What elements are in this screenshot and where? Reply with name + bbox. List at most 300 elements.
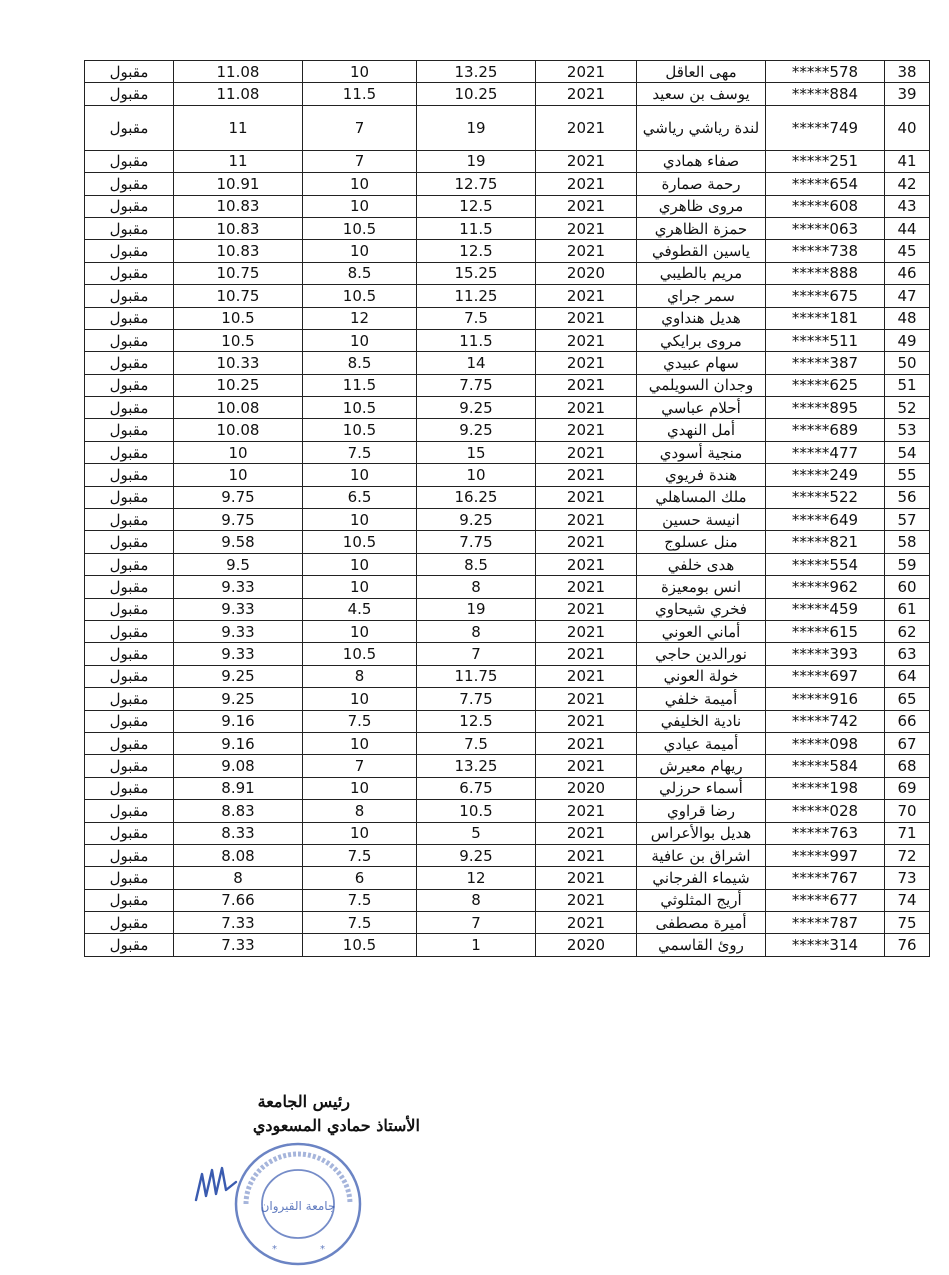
average-cell: 9.33 — [174, 620, 303, 642]
student-id-cell: *****997 — [766, 844, 885, 866]
table-row — [85, 755, 930, 777]
signature-name: الأستاذ حمادي المسعودي — [252, 1116, 420, 1135]
student-id-cell: *****251 — [766, 150, 885, 172]
score-1-cell: 9.25 — [417, 397, 536, 419]
table-row — [85, 598, 930, 620]
student-name-cell: خولة العوني — [637, 665, 766, 687]
average-cell: 9.16 — [174, 710, 303, 732]
year-cell: 2021 — [536, 620, 637, 642]
row-number-cell: 45 — [885, 240, 930, 262]
average-cell: 10.25 — [174, 374, 303, 396]
student-id-cell: *****615 — [766, 620, 885, 642]
score-1-cell: 15 — [417, 441, 536, 463]
student-id-cell: *****697 — [766, 665, 885, 687]
average-cell: 10.08 — [174, 397, 303, 419]
score-2-cell: 10 — [303, 61, 417, 83]
score-2-cell: 6 — [303, 867, 417, 889]
year-cell: 2021 — [536, 374, 637, 396]
year-cell: 2021 — [536, 441, 637, 463]
average-cell: 11 — [174, 150, 303, 172]
svg-text:*: * — [272, 1244, 277, 1255]
student-id-cell: *****249 — [766, 464, 885, 486]
average-cell: 9.25 — [174, 688, 303, 710]
student-id-cell: *****654 — [766, 173, 885, 195]
score-2-cell: 10.5 — [303, 285, 417, 307]
score-1-cell: 8 — [417, 576, 536, 598]
table-row — [85, 486, 930, 508]
average-cell: 11.08 — [174, 83, 303, 105]
student-id-cell: *****677 — [766, 889, 885, 911]
year-cell: 2020 — [536, 262, 637, 284]
signature-title: رئيس الجامعة — [257, 1092, 350, 1111]
status-cell: مقبول — [85, 912, 174, 934]
year-cell: 2021 — [536, 83, 637, 105]
table-row — [85, 732, 930, 754]
student-name-cell: اشراق بن عافية — [637, 844, 766, 866]
status-cell: مقبول — [85, 553, 174, 575]
table-row — [85, 688, 930, 710]
status-cell: مقبول — [85, 777, 174, 799]
average-cell: 9.5 — [174, 553, 303, 575]
year-cell: 2021 — [536, 688, 637, 710]
row-number-cell: 59 — [885, 553, 930, 575]
university-stamp — [232, 1140, 364, 1268]
student-id-cell: *****675 — [766, 285, 885, 307]
student-id-cell: *****895 — [766, 397, 885, 419]
student-id-cell: *****393 — [766, 643, 885, 665]
student-name-cell: منل عسلوج — [637, 531, 766, 553]
status-cell: مقبول — [85, 173, 174, 195]
row-number-cell: 47 — [885, 285, 930, 307]
row-number-cell: 64 — [885, 665, 930, 687]
score-1-cell: 14 — [417, 352, 536, 374]
student-id-cell: *****314 — [766, 934, 885, 956]
table-row — [85, 374, 930, 396]
score-2-cell: 11.5 — [303, 374, 417, 396]
average-cell: 10.5 — [174, 307, 303, 329]
score-1-cell: 7 — [417, 643, 536, 665]
score-1-cell: 9.25 — [417, 844, 536, 866]
student-name-cell: أميرة مصطفى — [637, 912, 766, 934]
year-cell: 2021 — [536, 912, 637, 934]
student-id-cell: *****787 — [766, 912, 885, 934]
average-cell: 11 — [174, 105, 303, 150]
average-cell: 9.33 — [174, 643, 303, 665]
average-cell: 10 — [174, 464, 303, 486]
row-number-cell: 65 — [885, 688, 930, 710]
student-name-cell: أسماء حرزلي — [637, 777, 766, 799]
student-name-cell: رحمة صمارة — [637, 173, 766, 195]
table-row — [85, 195, 930, 217]
student-name-cell: هدى خلفي — [637, 553, 766, 575]
student-name-cell: صفاء همادي — [637, 150, 766, 172]
average-cell: 10.83 — [174, 217, 303, 239]
row-number-cell: 73 — [885, 867, 930, 889]
table-row — [85, 441, 930, 463]
year-cell: 2021 — [536, 173, 637, 195]
student-id-cell: *****962 — [766, 576, 885, 598]
student-name-cell: ياسين القطوفي — [637, 240, 766, 262]
student-id-cell: *****738 — [766, 240, 885, 262]
average-cell: 10.83 — [174, 240, 303, 262]
score-2-cell: 7 — [303, 755, 417, 777]
student-id-cell: *****742 — [766, 710, 885, 732]
status-cell: مقبول — [85, 576, 174, 598]
year-cell: 2021 — [536, 307, 637, 329]
table-row — [85, 329, 930, 351]
year-cell: 2021 — [536, 61, 637, 83]
row-number-cell: 76 — [885, 934, 930, 956]
student-name-cell: ملك المساهلي — [637, 486, 766, 508]
year-cell: 2021 — [536, 150, 637, 172]
year-cell: 2021 — [536, 710, 637, 732]
table-row — [85, 889, 930, 911]
row-number-cell: 68 — [885, 755, 930, 777]
year-cell: 2021 — [536, 240, 637, 262]
score-1-cell: 11.25 — [417, 285, 536, 307]
year-cell: 2021 — [536, 464, 637, 486]
student-name-cell: أمل النهدي — [637, 419, 766, 441]
status-cell: مقبول — [85, 934, 174, 956]
table-row — [85, 217, 930, 239]
year-cell: 2020 — [536, 777, 637, 799]
student-id-cell: *****749 — [766, 105, 885, 150]
score-2-cell: 7.5 — [303, 889, 417, 911]
score-1-cell: 7.75 — [417, 531, 536, 553]
table-row — [85, 844, 930, 866]
row-number-cell: 63 — [885, 643, 930, 665]
score-2-cell: 8.5 — [303, 262, 417, 284]
score-1-cell: 13.25 — [417, 61, 536, 83]
year-cell: 2021 — [536, 822, 637, 844]
status-cell: مقبول — [85, 710, 174, 732]
table-row — [85, 61, 930, 83]
row-number-cell: 44 — [885, 217, 930, 239]
status-cell: مقبول — [85, 822, 174, 844]
status-cell: مقبول — [85, 867, 174, 889]
average-cell: 10.75 — [174, 262, 303, 284]
student-id-cell: *****608 — [766, 195, 885, 217]
status-cell: مقبول — [85, 688, 174, 710]
score-1-cell: 11.5 — [417, 217, 536, 239]
row-number-cell: 46 — [885, 262, 930, 284]
average-cell: 8.91 — [174, 777, 303, 799]
year-cell: 2021 — [536, 643, 637, 665]
table-row — [85, 800, 930, 822]
table-row — [85, 285, 930, 307]
student-name-cell: شيماء الفرجاني — [637, 867, 766, 889]
row-number-cell: 57 — [885, 509, 930, 531]
score-1-cell: 5 — [417, 822, 536, 844]
table-row — [85, 576, 930, 598]
score-2-cell: 10 — [303, 620, 417, 642]
score-1-cell: 19 — [417, 150, 536, 172]
year-cell: 2021 — [536, 329, 637, 351]
student-name-cell: منجية أسودي — [637, 441, 766, 463]
year-cell: 2021 — [536, 397, 637, 419]
status-cell: مقبول — [85, 889, 174, 911]
status-cell: مقبول — [85, 486, 174, 508]
student-name-cell: هديل هنداوي — [637, 307, 766, 329]
status-cell: مقبول — [85, 598, 174, 620]
average-cell: 8 — [174, 867, 303, 889]
status-cell: مقبول — [85, 531, 174, 553]
average-cell: 9.58 — [174, 531, 303, 553]
row-number-cell: 54 — [885, 441, 930, 463]
score-2-cell: 10.5 — [303, 397, 417, 419]
row-number-cell: 55 — [885, 464, 930, 486]
score-2-cell: 10.5 — [303, 531, 417, 553]
student-id-cell: *****763 — [766, 822, 885, 844]
status-cell: مقبول — [85, 755, 174, 777]
student-id-cell: *****098 — [766, 732, 885, 754]
student-id-cell: *****916 — [766, 688, 885, 710]
status-cell: مقبول — [85, 419, 174, 441]
status-cell: مقبول — [85, 307, 174, 329]
student-name-cell: روئ القاسمي — [637, 934, 766, 956]
score-2-cell: 7.5 — [303, 710, 417, 732]
status-cell: مقبول — [85, 195, 174, 217]
year-cell: 2021 — [536, 419, 637, 441]
status-cell: مقبول — [85, 150, 174, 172]
student-name-cell: أماني العوني — [637, 620, 766, 642]
average-cell: 9.25 — [174, 665, 303, 687]
score-2-cell: 10 — [303, 509, 417, 531]
table-row — [85, 150, 930, 172]
average-cell: 7.33 — [174, 912, 303, 934]
score-2-cell: 10.5 — [303, 643, 417, 665]
table-row — [85, 105, 930, 150]
row-number-cell: 71 — [885, 822, 930, 844]
row-number-cell: 53 — [885, 419, 930, 441]
status-cell: مقبول — [85, 61, 174, 83]
student-name-cell: نادية الخليفي — [637, 710, 766, 732]
average-cell: 11.08 — [174, 61, 303, 83]
year-cell: 2021 — [536, 285, 637, 307]
row-number-cell: 56 — [885, 486, 930, 508]
average-cell: 9.33 — [174, 576, 303, 598]
row-number-cell: 43 — [885, 195, 930, 217]
student-name-cell: مهى العاقل — [637, 61, 766, 83]
year-cell: 2021 — [536, 195, 637, 217]
table-row — [85, 553, 930, 575]
score-2-cell: 8.5 — [303, 352, 417, 374]
student-id-cell: *****511 — [766, 329, 885, 351]
status-cell: مقبول — [85, 732, 174, 754]
score-1-cell: 16.25 — [417, 486, 536, 508]
year-cell: 2021 — [536, 755, 637, 777]
student-id-cell: *****063 — [766, 217, 885, 239]
status-cell: مقبول — [85, 643, 174, 665]
average-cell: 10.08 — [174, 419, 303, 441]
table-row — [85, 822, 930, 844]
average-cell: 9.08 — [174, 755, 303, 777]
student-name-cell: أحلام عباسي — [637, 397, 766, 419]
student-name-cell: مروى ظاهري — [637, 195, 766, 217]
average-cell: 8.83 — [174, 800, 303, 822]
student-id-cell: *****181 — [766, 307, 885, 329]
student-name-cell: أميمة عيادي — [637, 732, 766, 754]
student-id-cell: *****884 — [766, 83, 885, 105]
year-cell: 2021 — [536, 486, 637, 508]
score-2-cell: 7 — [303, 105, 417, 150]
row-number-cell: 75 — [885, 912, 930, 934]
score-2-cell: 10 — [303, 688, 417, 710]
score-2-cell: 7.5 — [303, 912, 417, 934]
score-2-cell: 10.5 — [303, 217, 417, 239]
student-id-cell: *****689 — [766, 419, 885, 441]
score-2-cell: 8 — [303, 665, 417, 687]
row-number-cell: 41 — [885, 150, 930, 172]
score-1-cell: 11.5 — [417, 329, 536, 351]
student-name-cell: مريم بالطيبي — [637, 262, 766, 284]
student-id-cell: *****767 — [766, 867, 885, 889]
student-id-cell: *****198 — [766, 777, 885, 799]
average-cell: 9.33 — [174, 598, 303, 620]
score-2-cell: 10 — [303, 822, 417, 844]
score-2-cell: 10 — [303, 777, 417, 799]
row-number-cell: 50 — [885, 352, 930, 374]
score-2-cell: 10 — [303, 173, 417, 195]
score-1-cell: 12.5 — [417, 195, 536, 217]
table-row — [85, 867, 930, 889]
row-number-cell: 40 — [885, 105, 930, 150]
score-1-cell: 12.5 — [417, 240, 536, 262]
status-cell: مقبول — [85, 217, 174, 239]
row-number-cell: 52 — [885, 397, 930, 419]
row-number-cell: 66 — [885, 710, 930, 732]
row-number-cell: 60 — [885, 576, 930, 598]
score-1-cell: 12.75 — [417, 173, 536, 195]
row-number-cell: 72 — [885, 844, 930, 866]
student-name-cell: وجدان السويلمي — [637, 374, 766, 396]
year-cell: 2021 — [536, 553, 637, 575]
status-cell: مقبول — [85, 374, 174, 396]
student-name-cell: سمر جراي — [637, 285, 766, 307]
status-cell: مقبول — [85, 329, 174, 351]
score-2-cell: 8 — [303, 800, 417, 822]
average-cell: 7.66 — [174, 889, 303, 911]
student-name-cell: أريج المثلوثي — [637, 889, 766, 911]
student-id-cell: *****477 — [766, 441, 885, 463]
status-cell: مقبول — [85, 800, 174, 822]
status-cell: مقبول — [85, 352, 174, 374]
year-cell: 2021 — [536, 665, 637, 687]
average-cell: 8.08 — [174, 844, 303, 866]
results-table-body — [85, 61, 930, 957]
table-row — [85, 83, 930, 105]
score-2-cell: 10 — [303, 195, 417, 217]
score-1-cell: 8.5 — [417, 553, 536, 575]
score-1-cell: 1 — [417, 934, 536, 956]
score-2-cell: 6.5 — [303, 486, 417, 508]
student-name-cell: مروى برايكي — [637, 329, 766, 351]
results-table — [84, 60, 930, 957]
score-1-cell: 11.75 — [417, 665, 536, 687]
average-cell: 10.75 — [174, 285, 303, 307]
table-row — [85, 240, 930, 262]
table-row — [85, 262, 930, 284]
average-cell: 8.33 — [174, 822, 303, 844]
score-2-cell: 7.5 — [303, 844, 417, 866]
status-cell: مقبول — [85, 844, 174, 866]
student-id-cell: *****584 — [766, 755, 885, 777]
student-name-cell: هديل بوالأعراس — [637, 822, 766, 844]
score-2-cell: 7.5 — [303, 441, 417, 463]
status-cell: مقبول — [85, 240, 174, 262]
score-1-cell: 10.25 — [417, 83, 536, 105]
student-name-cell: انيسة حسين — [637, 509, 766, 531]
student-name-cell: انس بومعيزة — [637, 576, 766, 598]
student-name-cell: فخري شيحاوي — [637, 598, 766, 620]
table-row — [85, 419, 930, 441]
year-cell: 2021 — [536, 844, 637, 866]
year-cell: 2021 — [536, 217, 637, 239]
student-name-cell: هندة فريوي — [637, 464, 766, 486]
score-1-cell: 8 — [417, 889, 536, 911]
score-1-cell: 6.75 — [417, 777, 536, 799]
average-cell: 10.33 — [174, 352, 303, 374]
table-row — [85, 509, 930, 531]
row-number-cell: 74 — [885, 889, 930, 911]
score-1-cell: 7.75 — [417, 688, 536, 710]
year-cell: 2021 — [536, 598, 637, 620]
student-name-cell: ريهام معيرش — [637, 755, 766, 777]
status-cell: مقبول — [85, 620, 174, 642]
score-1-cell: 9.25 — [417, 419, 536, 441]
score-2-cell: 10 — [303, 240, 417, 262]
student-name-cell: حمزة الظاهري — [637, 217, 766, 239]
row-number-cell: 67 — [885, 732, 930, 754]
score-1-cell: 19 — [417, 598, 536, 620]
student-name-cell: يوسف بن سعيد — [637, 83, 766, 105]
student-id-cell: *****821 — [766, 531, 885, 553]
status-cell: مقبول — [85, 105, 174, 150]
status-cell: مقبول — [85, 262, 174, 284]
student-id-cell: *****625 — [766, 374, 885, 396]
student-name-cell: نورالدين حاجي — [637, 643, 766, 665]
student-name-cell: رضا قراوي — [637, 800, 766, 822]
table-row — [85, 912, 930, 934]
score-2-cell: 10 — [303, 732, 417, 754]
row-number-cell: 62 — [885, 620, 930, 642]
score-1-cell: 13.25 — [417, 755, 536, 777]
year-cell: 2021 — [536, 105, 637, 150]
student-id-cell: *****028 — [766, 800, 885, 822]
score-1-cell: 10 — [417, 464, 536, 486]
year-cell: 2021 — [536, 352, 637, 374]
table-row — [85, 397, 930, 419]
score-2-cell: 7 — [303, 150, 417, 172]
student-id-cell: *****387 — [766, 352, 885, 374]
average-cell: 10 — [174, 441, 303, 463]
student-id-cell: *****522 — [766, 486, 885, 508]
student-id-cell: *****888 — [766, 262, 885, 284]
table-row — [85, 934, 930, 956]
svg-text:*: * — [320, 1244, 325, 1255]
student-id-cell: *****459 — [766, 598, 885, 620]
score-1-cell: 7.75 — [417, 374, 536, 396]
table-row — [85, 620, 930, 642]
average-cell: 7.33 — [174, 934, 303, 956]
status-cell: مقبول — [85, 83, 174, 105]
row-number-cell: 39 — [885, 83, 930, 105]
average-cell: 9.75 — [174, 486, 303, 508]
score-2-cell: 10 — [303, 464, 417, 486]
year-cell: 2021 — [536, 531, 637, 553]
score-1-cell: 9.25 — [417, 509, 536, 531]
score-2-cell: 10 — [303, 553, 417, 575]
